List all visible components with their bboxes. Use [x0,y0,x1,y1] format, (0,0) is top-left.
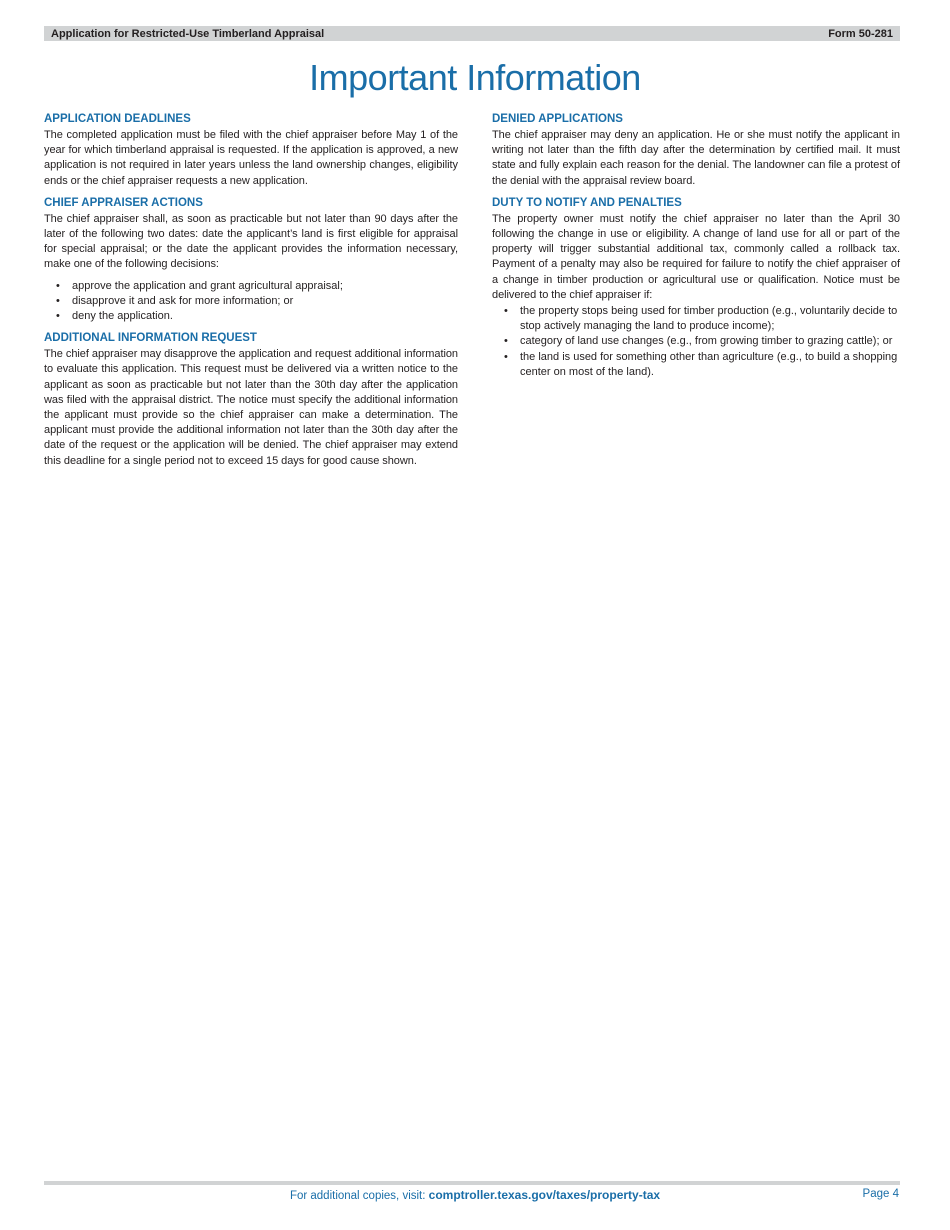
list-item: • the property stops being used for timber production (e.g., voluntarily decide to stop actively managing the land to produce income); [504,305,898,333]
section-heading: ADDITIONAL INFORMATION REQUEST [44,332,257,345]
bullet-icon: • [504,335,508,348]
section-heading: DUTY TO NOTIFY AND PENALTIES [492,196,682,209]
section-duty-to-notify [492,196,900,380]
footer-copies-note [0,1188,950,1202]
section-body: The chief appraiser may disapprove the application and request additional information to evaluate this application. This request must be delivered via a written notice to the applicant as soon as practicable but not later than the 30th day after the application was filed with the appraisal district. The notice must specify the additional information the applicant must provide so the chief appraiser can make a determination. The applicant must provide the additional information not later than the 30th day after the date of the request or the application will be denied. The chief appraiser may extend this deadline for a single period not to exceed 15 days for good cause shown. [44,348,458,467]
page-title: Important Information [309,57,641,98]
section-denied-applications [492,112,900,189]
bullet-icon: • [56,294,60,307]
bullet-icon: • [504,305,508,318]
list-item: • the land is used for something other than agriculture (e.g., to build a shopping center on most of the land). [504,350,898,378]
section-body: The chief appraiser may deny an application. He or she must notify the applicant in writing not later than the fifth day after the determination by certified mail. It must state and fully explain each reason for the denial. The landowner can file a protest of the denial with the appraisal review board. [492,129,900,187]
section-heading: CHIEF APPRAISER ACTIONS [44,196,203,209]
section-additional-information-request [44,331,458,469]
list-item: • approve the application and grant agricultural appraisal; [44,279,458,294]
form-header-bar [44,26,900,41]
list-item: • deny the application. [44,309,458,324]
list-item: • disapprove it and ask for more information; or [44,294,458,309]
footer-prefix: For additional copies, visit: [289,1190,429,1202]
bullet-icon: • [56,279,60,292]
notify-conditions-list [492,304,900,380]
section-chief-appraiser-actions [44,196,458,324]
section-body: The property owner must notify the chief appraiser no later than the April 30 following the change in use or eligibility. A change of land use for all or part of the property will trigger substantial additional tax, commonly called a rollback tax. Payment of a penalty may also be required for failure to notify the chief appraiser of a change in timber production or agricultural use or qualification. Notice must be delivered to the chief appraiser if: [492,212,900,301]
bullet-icon: • [504,350,508,363]
section-application-deadlines [44,112,458,189]
decision-list [44,279,458,325]
list-item: • category of land use changes (e.g., from growing timber to grazing cattle); or [492,334,900,349]
section-heading: APPLICATION DEADLINES [44,113,191,125]
form-name: Application for Restricted-Use Timberland Appraisal [51,27,325,40]
right-column [492,112,900,387]
bullet-icon: • [56,310,60,323]
section-heading: DENIED APPLICATIONS [492,113,623,125]
comptroller-link[interactable]: comptroller.texas.gov/taxes/property-tax [428,1188,661,1202]
section-body: The chief appraiser shall, as soon as practicable but not later than 90 days after the later of the following two dates: date the applicant’s land is first eligible for appraisal for special appraisal; or the date the applicant provides the information necessary, make one of the following decisions: [44,212,458,271]
footer-divider [44,1181,900,1185]
page-number: Page 4 [862,1188,899,1200]
section-body: The completed application must be filed with the chief appraiser before May 1 of the year for which timberland appraisal is requested. If the application is approved, a new application is not required in later years unless the land ownership changes, eligibility ends or the chief appraiser requests a new application. [44,129,458,187]
form-number: Form 50-281 [828,27,893,40]
left-column [44,112,458,476]
